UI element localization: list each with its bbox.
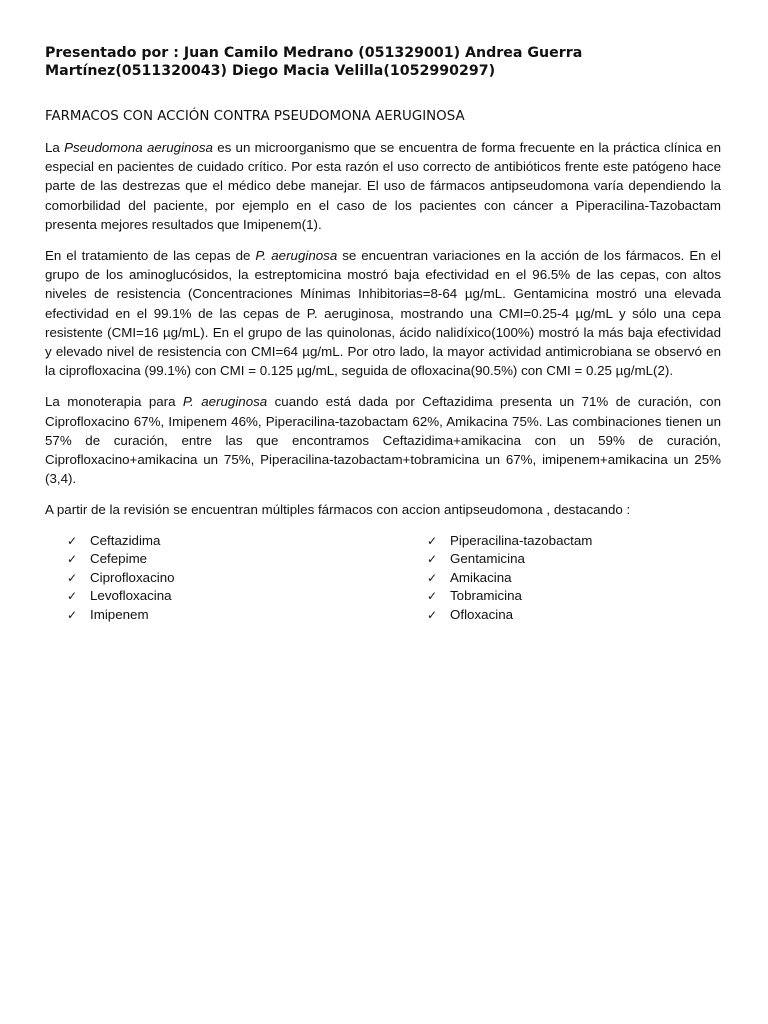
- list-item: [427, 606, 687, 625]
- list-item-label: Tobramicina: [450, 588, 522, 604]
- list-item: [67, 606, 427, 625]
- checkmark-icon: ✓: [67, 570, 78, 585]
- drug-lists: [45, 532, 721, 625]
- list-item-label: Imipenem: [90, 607, 149, 623]
- list-item: [427, 550, 687, 569]
- document-title: FARMACOS CON ACCIÓN CONTRA PSEUDOMONA AERUGINOSA: [45, 109, 465, 124]
- checkmark-icon: ✓: [67, 608, 78, 623]
- list-item: [427, 587, 687, 606]
- list-item-label: Piperacilina-tazobactam: [450, 532, 593, 548]
- list-item-label: Ofloxacina: [450, 607, 514, 623]
- list-item-label: Amikacina: [450, 569, 512, 585]
- checkmark-icon: ✓: [67, 552, 78, 567]
- paragraph-2-italic: P. aeruginosa: [255, 248, 338, 264]
- list-item-label: Ciprofloxacino: [90, 569, 175, 585]
- paragraph-2-text-c: se encuentran variaciones en la acción de los fármacos. En el grupo de los aminoglucósidos, la estreptomicina mostró baja efectividad en el 96.5% de las cepas, con altos niveles de resistencia (Concentraciones Mínimas Inhibitorias=8-64 µg/mL. Gentamicina mostró una elevada efectividad en el 99.1% de las cepas de P. aeruginosa, mostrando una CMI=0.25-4 µg/mL y sólo una cepa resistente (CMI=16 µg/mL). En el grupo de las quinolonas, ácido nalidíxico(100%) mostró la más baja efectividad y elevado nivel de resistencia con CMI=64 µg/mL. Por otro lado, la mayor actividad antimicrobiana se observó en la ciprofloxacina (99.1%) con CMI = 0.125 µg/mL, seguida de ofloxacina(90.5%) con CMI = 0.25 µg/mL(2).: [45, 248, 721, 379]
- paragraph-3-text-c: cuando está dada por Ceftazidima presenta un 71% de curación, con Ciprofloxacino 67%, Imipenem 46%, Piperacilina-tazobactam 62%, Amikacina 75%. Las combinaciones tienen un 57% de curación, entre las que encontramos Ceftazidima+amikacina con un 59% de curación, Ciprofloxacino+amikacina un 75%, Piperacilina-tazobactam+tobramicina un 67%, imipenem+amikacina un 25% (3,4).: [45, 394, 721, 487]
- checkmark-icon: ✓: [427, 552, 438, 567]
- checkmark-icon: ✓: [427, 570, 438, 585]
- document-page: [45, 44, 721, 625]
- paragraph-3-italic: P. aeruginosa: [182, 394, 268, 410]
- checkmark-icon: ✓: [427, 608, 438, 623]
- list-item: [67, 532, 427, 551]
- list-item-label: Gentamicina: [450, 551, 525, 567]
- list-item: [67, 569, 427, 588]
- list-item: [67, 550, 427, 569]
- paragraph-1: [45, 138, 721, 234]
- list-item-label: Ceftazidima: [90, 532, 161, 548]
- paragraph-3: [45, 392, 721, 488]
- paragraph-1-text-c: es un microorganismo que se encuentra de forma frecuente en la práctica clínica en especial en pacientes de cuidado crítico. Por esta razón el uso correcto de antibióticos frente este patógeno hace parte de las destrezas que el médico debe manejar. El uso de fármacos antipseudomona varía dependiendo la comorbilidad del paciente, por ejemplo en el caso de los pacientes con cáncer a Piperacilina-Tazobactam presenta mejores resultados que Imipenem(1).: [45, 140, 721, 232]
- drug-list-left: [67, 532, 427, 625]
- list-item: [427, 569, 687, 588]
- checkmark-icon: ✓: [67, 589, 78, 604]
- list-item: [67, 587, 427, 606]
- paragraph-4: A partir de la revisión se encuentran múltiples fármacos con accion antipseudomona , destacando :: [45, 502, 631, 518]
- checkmark-icon: ✓: [67, 533, 78, 548]
- list-item: [427, 532, 687, 551]
- paragraph-3-text-a: La monoterapia para: [45, 394, 183, 410]
- paragraph-2-text-a: En el tratamiento de las cepas de: [45, 248, 256, 264]
- list-item-label: Levofloxacina: [90, 588, 172, 604]
- paragraph-2: [45, 246, 721, 380]
- authors-line-2: Martínez(0511320043) Diego Macia Velilla(1052990297): [45, 63, 496, 79]
- drug-list-right: [427, 532, 687, 625]
- authors-line-1: Presentado por : Juan Camilo Medrano (051329001) Andrea Guerra: [45, 45, 583, 61]
- checkmark-icon: ✓: [427, 589, 438, 604]
- paragraph-1-text-a: La: [45, 140, 65, 155]
- checkmark-icon: ✓: [427, 533, 438, 548]
- list-item-label: Cefepime: [90, 551, 148, 567]
- authors: [45, 44, 721, 80]
- paragraph-1-italic: Pseudomona aeruginosa: [64, 140, 213, 155]
